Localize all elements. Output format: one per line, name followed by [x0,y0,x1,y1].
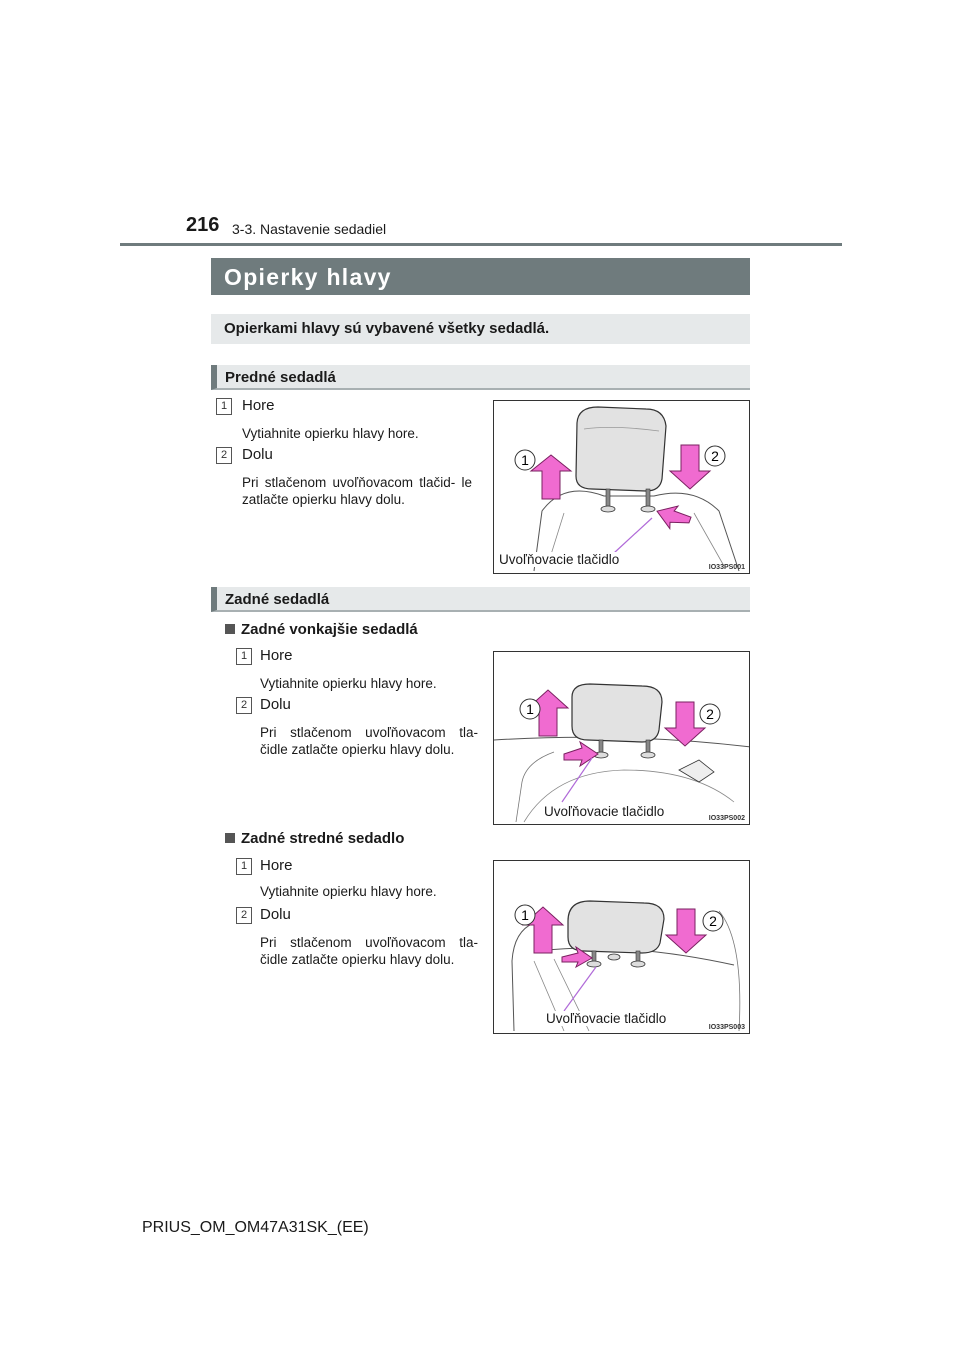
item-title: Dolu [242,446,273,463]
front-headrest-figure [493,400,750,574]
figure-code: IO33PS001 [708,564,745,571]
figure-code: IO33PS003 [708,1024,745,1031]
callout-1: 1 [521,907,529,923]
header-divider [120,243,842,246]
item-text: Vytiahnite opierku hlavy hore. [260,884,437,899]
front-seats-heading [211,365,750,390]
release-button-label: Uvoľňovacie tlačidlo [499,552,620,567]
callout-2: 2 [711,448,719,464]
item-text: Vytiahnite opierku hlavy hore. [242,426,419,441]
callout-1: 1 [521,452,529,468]
item-number-badge: 2 [236,907,252,924]
item-text: Vytiahnite opierku hlavy hore. [260,676,437,691]
rear-seats-heading-text: Zadné sedadlá [225,591,330,608]
front-seats-heading-text: Predné sedadlá [225,369,336,386]
rear-outer-headrest-figure [493,651,750,825]
front-headrest-illustration [494,401,750,574]
rear-center-headrest-illustration [494,861,750,1034]
rear-outer-heading [225,621,418,638]
figure-code: IO33PS002 [708,815,745,822]
callout-2: 2 [706,706,714,722]
section-reference: 3-3. Nastavenie sedadiel [232,221,387,237]
item-title: Dolu [260,906,291,923]
intro-text: Opierkami hlavy sú vybavené všetky sedadlá. [224,320,550,337]
page-number: 216 [186,214,220,236]
page-title: Opierky hlavy [224,264,392,290]
document-code-footer: PRIUS_OM_OM47A31SK_(EE) [142,1219,369,1236]
rear-center-headrest-figure [493,860,750,1034]
release-button-label: Uvoľňovacie tlačidlo [546,1011,667,1026]
rear-outer-heading-text: Zadné vonkajšie sedadlá [241,621,418,638]
item-title: Hore [260,647,293,664]
callout-2: 2 [709,913,717,929]
bullet-square [225,833,235,843]
item-title: Hore [242,397,275,414]
item-number-badge: 2 [216,447,232,464]
rear-seats-heading [211,587,750,612]
intro-box [211,314,750,344]
item-title: Dolu [260,696,291,713]
bullet-square [225,624,235,634]
item-number-badge: 1 [216,398,232,415]
callout-1: 1 [526,701,534,717]
rear-center-heading [225,830,404,847]
release-button-label: Uvoľňovacie tlačidlo [544,804,665,819]
item-number-badge: 2 [236,697,252,714]
item-title: Hore [260,857,293,874]
rear-outer-headrest-illustration [494,652,750,825]
item-text: Pri stlačenom uvoľňovacom tla- čidle zatlačte opierku hlavy dolu. [260,935,478,967]
item-number-badge: 1 [236,648,252,665]
item-text: Pri stlačenom uvoľňovacom tlačid- le zatlačte opierku hlavy dolu. [242,475,472,507]
rear-center-heading-text: Zadné stredné sedadlo [241,830,405,847]
page-title-bar [211,258,750,295]
item-number-badge: 1 [236,858,252,875]
item-text: Pri stlačenom uvoľňovacom tla- čidle zatlačte opierku hlavy dolu. [260,725,478,757]
